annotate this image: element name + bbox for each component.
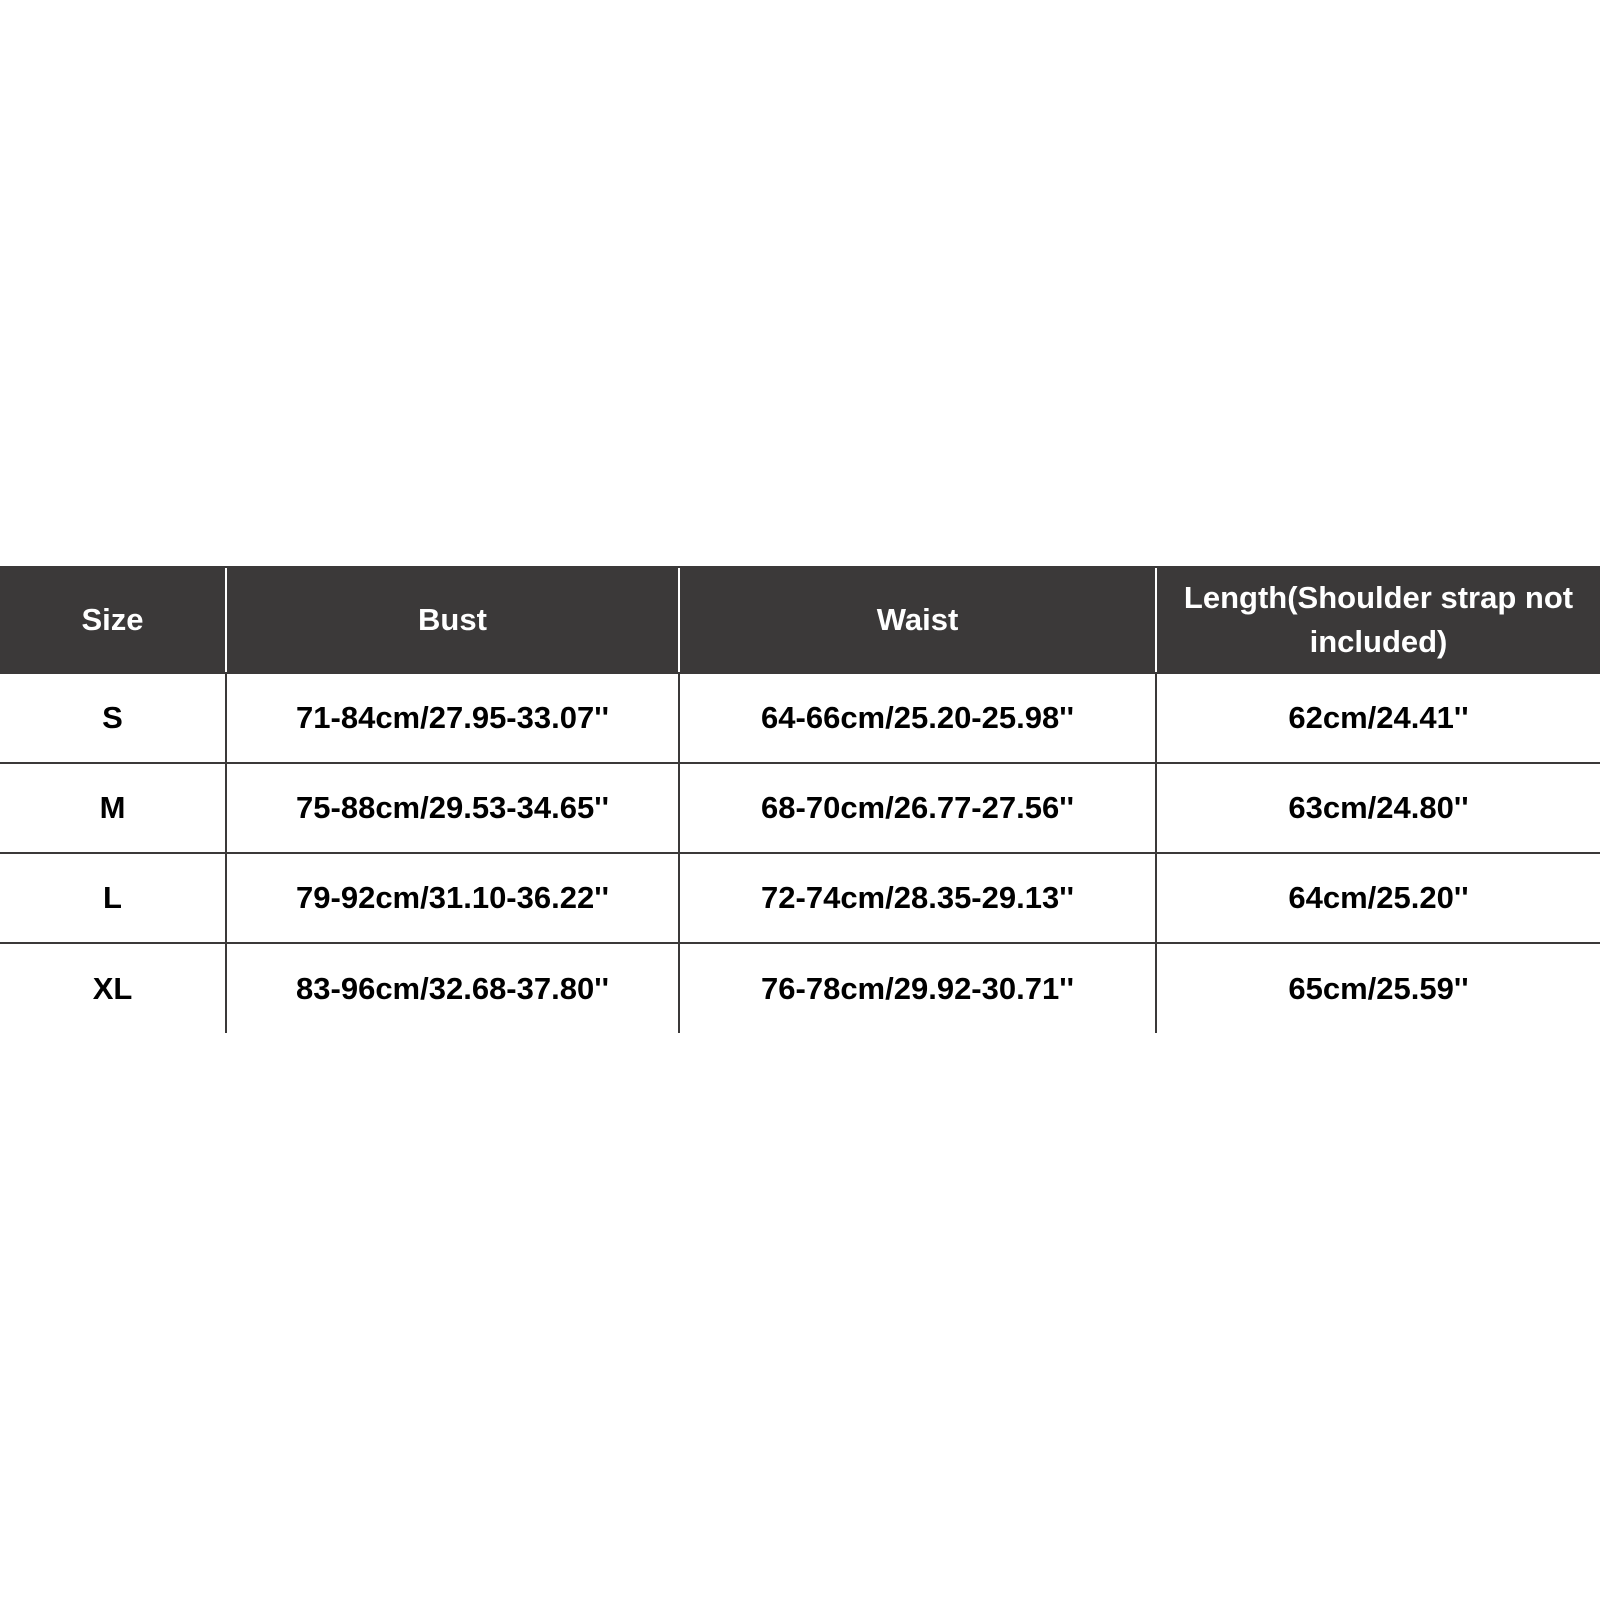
size-cell: XL <box>92 970 133 1006</box>
waist-cell: 64-66cm/25.20-25.98'' <box>679 673 1156 763</box>
table-row <box>0 853 1600 943</box>
length-cell: 64cm/25.20'' <box>1156 853 1600 943</box>
header-waist: Waist <box>679 567 1156 673</box>
length-cell: 62cm/24.41'' <box>1156 673 1600 763</box>
header-row <box>0 567 1600 673</box>
waist-cell: 72-74cm/28.35-29.13'' <box>679 853 1156 943</box>
bust-cell: 83-96cm/32.68-37.80'' <box>226 943 679 1033</box>
header-length: Length(Shoulder strap not included) <box>1156 567 1600 673</box>
size-cell: M <box>0 763 226 853</box>
waist-cell: 68-70cm/26.77-27.56'' <box>679 763 1156 853</box>
size-chart-header <box>0 567 1600 673</box>
size-chart-body <box>0 673 1600 1033</box>
length-cell: 65cm/25.59'' <box>1156 943 1600 1033</box>
bust-cell: 71-84cm/27.95-33.07'' <box>226 673 679 763</box>
bust-cell: 75-88cm/29.53-34.65'' <box>226 763 679 853</box>
header-bust: Bust <box>226 567 679 673</box>
header-size: Size <box>0 567 226 673</box>
size-chart-table <box>0 566 1600 1033</box>
table-row <box>0 943 1600 1033</box>
bust-cell: 79-92cm/31.10-36.22'' <box>226 853 679 943</box>
waist-cell: 76-78cm/29.92-30.71'' <box>679 943 1156 1033</box>
length-cell: 63cm/24.80'' <box>1156 763 1600 853</box>
size-cell: S <box>0 673 226 763</box>
table-row <box>0 673 1600 763</box>
size-cell: L <box>0 853 226 943</box>
table-row <box>0 763 1600 853</box>
